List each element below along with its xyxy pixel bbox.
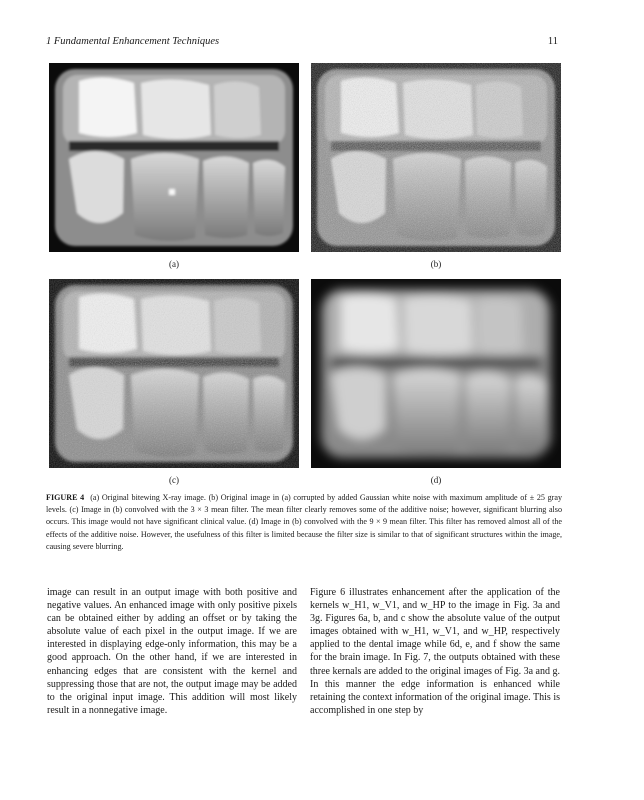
chapter-title: 1 Fundamental Enhancement Techniques — [46, 36, 220, 47]
xray-image-c — [49, 279, 299, 468]
xray-image-d — [311, 279, 561, 468]
figure-caption-text: (a) Original bitewing X-ray image. (b) Original image in (a) corrupted by added Gaussian white noise with maximum amplitude of ± 25 gray levels. (c) Image in (b) convolved with the 3 × 3 mean filter. The mean filter clearly removes some of the additive noise; however, significant blurring also occurs. This image would not have significant clinical value. (d) Image in (b) convolved with the 9 × 9 mean filter. This filter has removed almost all of the effects of the additive noise. However, the usefulness of this filter is limited because the filter size is similar to that of significant structures within the image, causing severe blurring. — [46, 493, 562, 551]
body-column-right: Figure 6 illustrates enhancement after the application of the kernels w_H1, w_V1, and w_HP to the image in Fig. 3a and 3g. Figures 6a, b, and c show the absolute value of the output images obtained with w_H1, w_V1, and w_HP, respectively applied to the dental image while 6d, e, and f show the same for the brain image. In Fig. 7, the outputs obtained with these three kernals are added to the original images of Fig. 3a and g. In this manner the edge information is enhanced while retaining the context information of the original image. This is accomplished in one step by — [310, 587, 560, 716]
panel-label-b: (b) — [430, 259, 442, 269]
figure-panel-a — [49, 63, 299, 252]
figure-panel-d — [311, 279, 561, 468]
body-column-left: image can result in an output image with both positive and negative values. An enhanced image with only positive pixels can be obtained either by adding an offset or by taking the absolute value of each pixel in the output image. If we are interested in displaying edge-only information, this may be a good approach. On the other hand, if we are interested in enhancing edges that are consistent with the kernel and suppressing those that are not, the output image may be added to the original input image. This addition will most likely result in a nonnegative image. — [47, 587, 297, 716]
figure-caption-label: FIGURE 4 — [46, 493, 85, 502]
panel-label-d: (d) — [430, 475, 442, 485]
figure-caption — [46, 492, 562, 553]
figure-panel-b — [311, 63, 561, 252]
figure-panel-c — [49, 279, 299, 468]
xray-image-b — [311, 63, 561, 252]
running-header — [46, 36, 558, 52]
panel-label-a: (a) — [169, 259, 179, 269]
xray-image-a — [49, 63, 299, 252]
panel-label-c: (c) — [169, 475, 179, 485]
page-number: 11 — [547, 36, 558, 47]
